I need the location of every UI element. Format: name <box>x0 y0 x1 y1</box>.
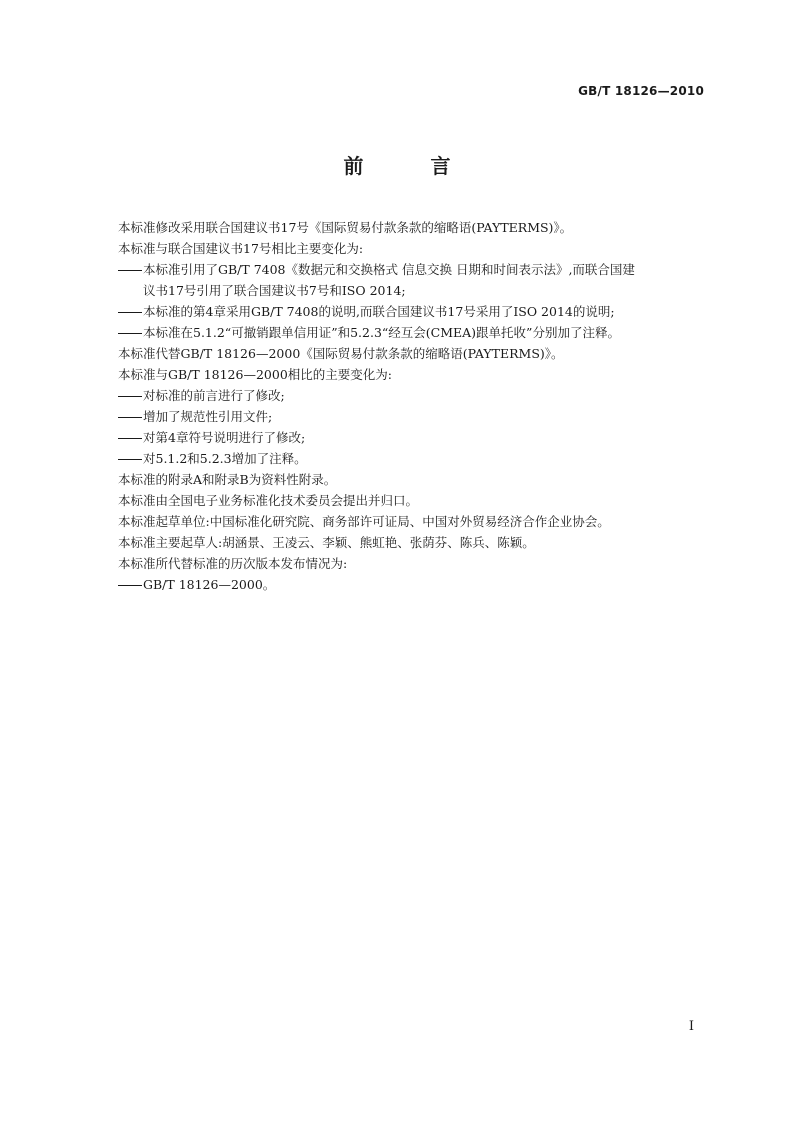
standard-code: GB/T 18126—2010 <box>578 84 704 98</box>
dash-marker <box>118 585 142 586</box>
paragraph: 本标准的附录A和附录B为资料性附录。 <box>118 472 337 487</box>
list-item: 增加了规范性引用文件; <box>118 406 708 427</box>
paragraph: 本标准修改采用联合国建议书17号《国际贸易付款条款的缩略语(PAYTERMS)》。 <box>118 220 573 235</box>
paragraph: 本标准主要起草人:胡涵景、王凌云、李颖、熊虹艳、张荫芬、陈兵、陈颖。 <box>118 535 535 550</box>
paragraph: 本标准与GB/T 18126—2000相比的主要变化为: <box>118 367 392 382</box>
dash-marker <box>118 438 142 439</box>
dash-marker <box>118 270 142 271</box>
dash-marker <box>118 459 142 460</box>
paragraph: 本标准所代替标准的历次版本发布情况为: <box>118 556 348 571</box>
list-item: 对标准的前言进行了修改; <box>118 385 708 406</box>
dash-marker <box>118 312 142 313</box>
paragraph: 本标准由全国电子业务标准化技术委员会提出并归口。 <box>118 493 419 508</box>
foreword-body <box>118 217 708 595</box>
list-item: 本标准引用了GB/T 7408《数据元和交换格式 信息交换 日期和时间表示法》,而联合国建 议书17号引用了联合国建议书7号和ISO 2014; <box>118 259 708 301</box>
page-number: I <box>688 1019 694 1034</box>
list-item: 对5.1.2和5.2.3增加了注释。 <box>118 448 708 469</box>
list-item: 本标准在5.1.2“可撤销跟单信用证”和5.2.3“经互会(CMEA)跟单托收”分别加了注释。 <box>118 322 708 343</box>
list-item: 本标准的第4章采用GB/T 7408的说明,而联合国建议书17号采用了ISO 2014的说明; <box>118 301 708 322</box>
paragraph: 本标准起草单位:中国标准化研究院、商务部许可证局、中国对外贸易经济合作企业协会。 <box>118 514 610 529</box>
dash-marker <box>118 396 142 397</box>
dash-marker <box>118 417 142 418</box>
dash-marker <box>118 333 142 334</box>
paragraph: 本标准代替GB/T 18126—2000《国际贸易付款条款的缩略语(PAYTERMS)》。 <box>118 346 564 361</box>
list-item: GB/T 18126—2000。 <box>118 574 708 595</box>
page-title: 前 言 <box>343 154 481 178</box>
paragraph: 本标准与联合国建议书17号相比主要变化为: <box>118 241 364 256</box>
list-item: 对第4章符号说明进行了修改; <box>118 427 708 448</box>
